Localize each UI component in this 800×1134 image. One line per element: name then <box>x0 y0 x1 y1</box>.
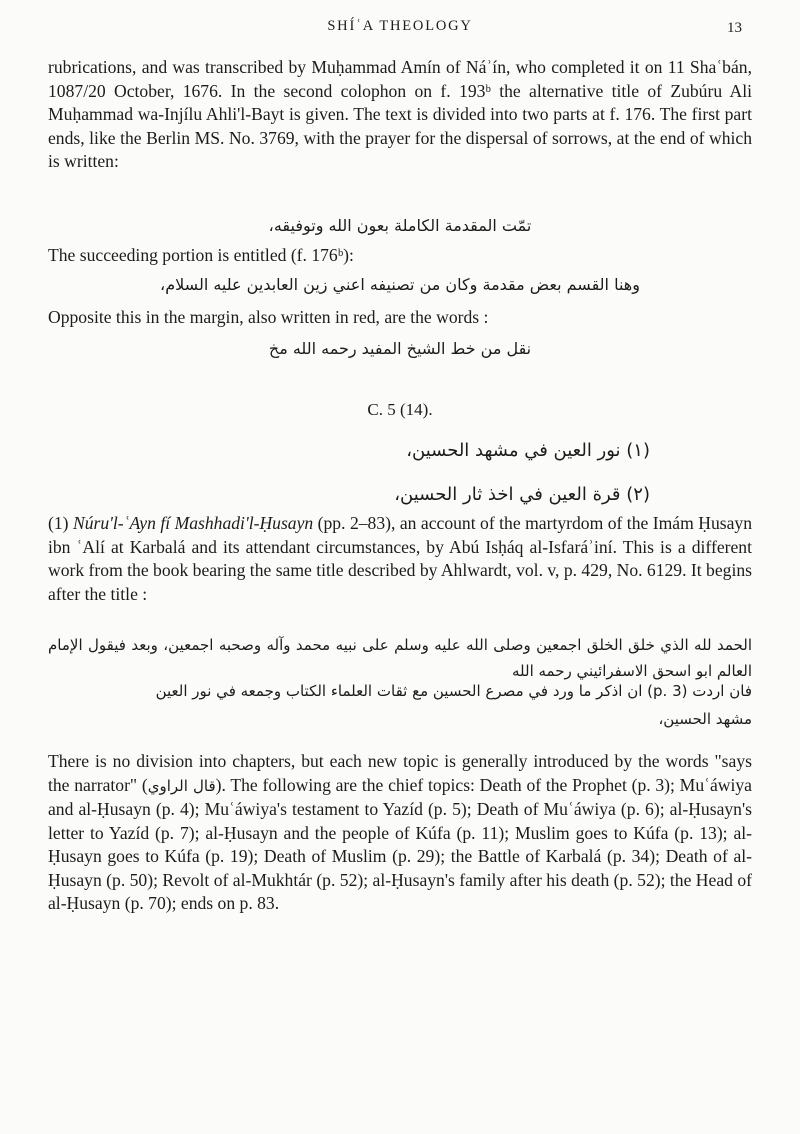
paragraph-4 <box>48 512 752 606</box>
paragraph-5-text-a: There is no division into chapters, but each new topic is generally introduced by the words "says the narrator" ( <box>48 751 752 795</box>
arabic-title-1: (١) نور العين في مشهد الحسين، <box>406 440 650 461</box>
work-title: Núru'l-ʿAyn fí Mashhadi'l-Ḥusayn <box>72 513 314 533</box>
paragraph-1 <box>48 56 752 174</box>
arabic-title-2: (٢) قرة العين في اخذ ثار الحسين، <box>394 484 650 505</box>
arabic-incipit-3: مشهد الحسين، <box>658 710 752 728</box>
section-heading: C. 5 (14). <box>367 400 433 419</box>
arabic-incipit-2: فان اردت (p. 3) ان اذكر ما ورد في مصرع الحسين مع ثقات العلماء الكتاب وجمعه في نور العين <box>155 682 752 700</box>
running-head: SHÍʿA THEOLOGY <box>327 18 473 34</box>
arabic-line-2: وهنا القسم بعض مقدمة وكان من تصنيفه اعني زين العابدين عليه السلام، <box>160 275 640 294</box>
arabic-line-3: نقل من خط الشيخ المفيد رحمه الله مخ <box>268 339 532 358</box>
paragraph-5 <box>48 750 752 916</box>
paragraph-3 <box>48 306 752 330</box>
paragraph-4-text: (pp. 2–83), an account of the martyrdom of the Imám Ḥusayn ibn ʿAlí at Karbalá and its attendant circumstances, by Abú Isḥáq al-Isfaráʾiní. This is a different work from the book bearing the same title described by Ahlwardt, vol. v, p. 429, No. 6129. It begins after the title : <box>48 513 752 604</box>
page-number: 13 <box>727 20 742 36</box>
paragraph-3-text: Opposite this in the margin, also written in red, are the words : <box>48 307 489 327</box>
arabic-incipit-1: الحمد لله الذي خلق الخلق اجمعين وصلى الله عليه وسلم على نبيه محمد وآله وصحبه اجمعين، وبعد فيقول الإمام العالم ابو اسحق الاسفرائيني رحمه الله <box>48 636 752 680</box>
item-number: (1) <box>48 513 73 533</box>
paragraph-5-text-b: ). The following are the chief topics: Death of the Prophet (p. 3); Muʿáwiya and al-Ḥusayn (p. 4); Muʿáwiya's testament to Yazíd (p. 5); Death of Muʿáwiya (p. 6); al-Ḥusayn's letter to Yazíd (p. 7); al-Ḥusayn and the people of Kúfa (p. 11); Muslim goes to Kúfa (p. 13); al-Ḥusayn goes to Kúfa (p. 19); Death of Muslim (p. 29); the Battle of Karbalá (p. 34); Death of al-Ḥusayn (p. 50); Revolt of al-Mukhtár (p. 52); al-Ḥusayn's family after his death (p. 52); the Head of al-Ḥusayn (p. 70); ends on p. 83. <box>48 774 752 913</box>
paragraph-2 <box>48 244 752 268</box>
arabic-line-1: تمّت المقدمة الكاملة بعون الله وتوفيقه، <box>268 216 532 235</box>
paragraph-2-text: The succeeding portion is entitled (f. 176ᵇ): <box>48 245 354 265</box>
arabic-inline: قال الراوي <box>147 776 216 795</box>
paragraph-1-text: rubrications, and was transcribed by Muḥammad Amín of Náʾín, who completed it on 11 Shaʿbán, 1087/20 October, 1676. In the second colophon on f. 193ᵇ the alternative title of Zubúru Ali Muḥammad wa-Injílu Ahli'l-Bayt is given. The text is divided into two parts at f. 176. The first part ends, like the Berlin MS. No. 3769, with the prayer for the dispersal of sorrows, at the end of which is written: <box>48 57 752 171</box>
